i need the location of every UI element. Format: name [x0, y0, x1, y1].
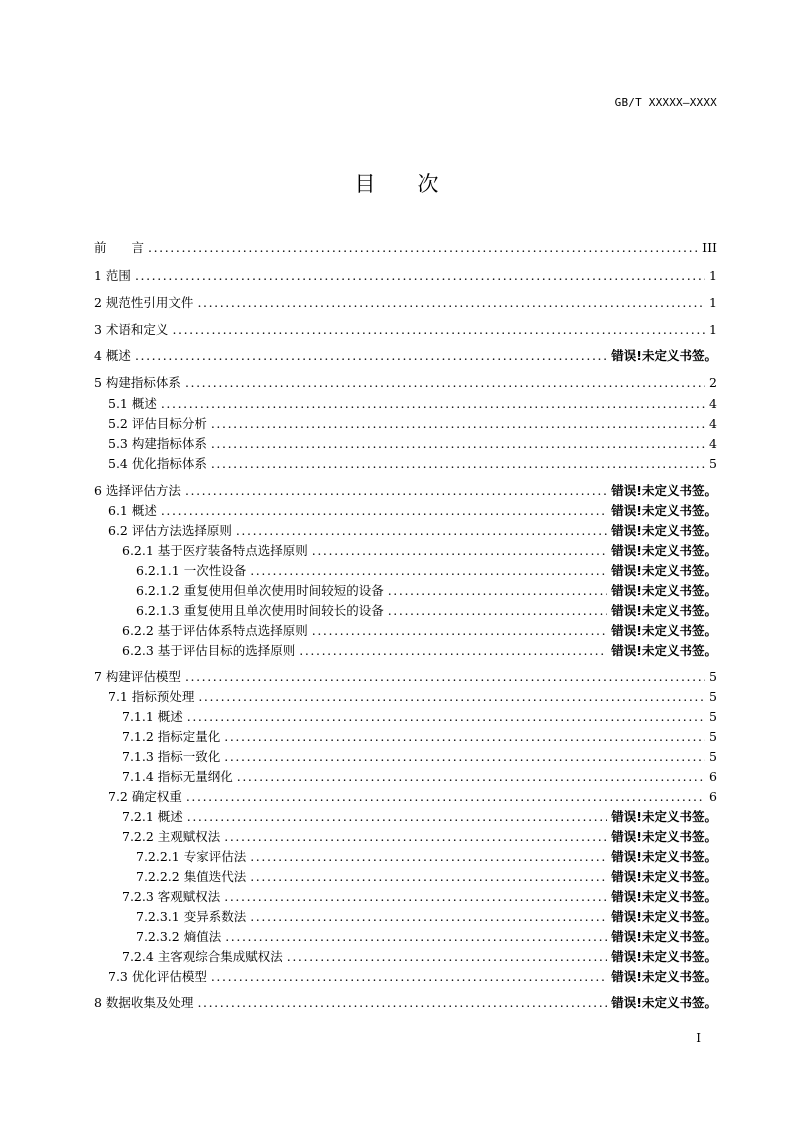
toc-dot-leader	[250, 867, 607, 887]
toc-dot-leader	[161, 501, 607, 521]
toc-entry[interactable]	[0, 787, 793, 807]
toc-dot-leader	[250, 561, 607, 581]
toc-entry-page: 5	[709, 749, 717, 764]
page-number: I	[696, 1031, 701, 1045]
toc-entry-label: 7.1.3 指标一致化	[122, 749, 221, 764]
toc-entry-page: 4	[709, 416, 717, 431]
toc-entry-bookmark-error: 错误!未定义书签。	[611, 889, 717, 904]
toc-entry-bookmark-error: 错误!未定义书签。	[611, 829, 717, 844]
toc-entry-page: 6	[709, 789, 717, 804]
toc-dot-leader	[185, 373, 705, 393]
toc-dot-leader	[148, 238, 698, 258]
toc-entry-label: 7.2.2.2 集值迭代法	[136, 869, 247, 884]
toc-entry-label: 5.3 构建指标体系	[108, 436, 207, 451]
toc-entry-page: 1	[709, 322, 717, 337]
toc-entry[interactable]	[0, 887, 793, 907]
toc-entry[interactable]	[0, 238, 793, 258]
toc-dot-leader	[388, 601, 608, 621]
toc-entry-label: 5.4 优化指标体系	[108, 456, 207, 471]
toc-dot-leader	[224, 827, 607, 847]
toc-entry[interactable]	[0, 807, 793, 827]
toc-entry-page: 5	[709, 456, 717, 471]
title-char-1: 目	[354, 172, 376, 196]
toc-entry-label: 1 范围	[94, 268, 131, 283]
toc-dot-leader	[312, 621, 608, 641]
toc-entry-bookmark-error: 错误!未定义书签。	[611, 929, 717, 944]
toc-entry-label: 4 概述	[94, 348, 131, 363]
toc-dot-leader	[211, 967, 607, 987]
page-title	[0, 168, 793, 198]
toc-dot-leader	[388, 581, 608, 601]
toc-dot-leader	[211, 454, 705, 474]
toc-entry[interactable]	[0, 414, 793, 434]
toc-entry[interactable]	[0, 266, 793, 286]
toc-entry-page: 1	[709, 295, 717, 310]
toc-entry[interactable]	[0, 521, 793, 541]
toc-entry-bookmark-error: 错误!未定义书签。	[611, 809, 717, 824]
toc-dot-leader	[211, 434, 705, 454]
toc-entry-bookmark-error: 错误!未定义书签。	[611, 643, 717, 658]
toc-entry-label: 7 构建评估模型	[94, 669, 181, 684]
toc-entry-label: 7.1.4 指标无量纲化	[122, 769, 233, 784]
toc-entry[interactable]	[0, 454, 793, 474]
toc-entry[interactable]	[0, 907, 793, 927]
toc-dot-leader	[250, 907, 607, 927]
toc-dot-leader	[225, 927, 607, 947]
toc-dot-leader	[186, 787, 705, 807]
toc-entry-label: 5.2 评估目标分析	[108, 416, 207, 431]
toc-entry-bookmark-error: 错误!未定义书签。	[611, 603, 717, 618]
toc-dot-leader	[287, 947, 608, 967]
toc-entry-label: 6.2.1.2 重复使用但单次使用时间较短的设备	[136, 583, 384, 598]
toc-dot-leader	[172, 320, 705, 340]
toc-entry-label: 7.1.1 概述	[122, 709, 183, 724]
toc-entry-bookmark-error: 错误!未定义书签。	[611, 995, 717, 1010]
toc-entry-label: 6.1 概述	[108, 503, 157, 518]
toc-dot-leader	[197, 993, 607, 1013]
toc-entry[interactable]	[0, 561, 793, 581]
toc-entry-label: 7.2.1 概述	[122, 809, 183, 824]
toc-entry-label: 7.2 确定权重	[108, 789, 182, 804]
toc-entry-bookmark-error: 错误!未定义书签。	[611, 523, 717, 538]
toc-entry-page: 6	[709, 769, 717, 784]
toc-entry[interactable]	[0, 641, 793, 661]
toc-dot-leader	[224, 887, 607, 907]
toc-dot-leader	[198, 687, 705, 707]
toc-entry-page: 1	[709, 268, 717, 283]
toc-dot-leader	[197, 293, 705, 313]
toc-entry-page: 5	[709, 729, 717, 744]
toc-entry-label: 6.2 评估方法选择原则	[108, 523, 232, 538]
toc-entry-bookmark-error: 错误!未定义书签。	[611, 623, 717, 638]
toc-entry-label: 3 术语和定义	[94, 322, 169, 337]
toc-entry-bookmark-error: 错误!未定义书签。	[611, 503, 717, 518]
toc-entry[interactable]	[0, 847, 793, 867]
toc-entry[interactable]	[0, 767, 793, 787]
toc-entry-label: 6.2.1.1 一次性设备	[136, 563, 247, 578]
toc-entry-bookmark-error: 错误!未定义书签。	[611, 563, 717, 578]
toc-dot-leader	[250, 847, 607, 867]
toc-entry-bookmark-error: 错误!未定义书签。	[611, 969, 717, 984]
toc-entry-bookmark-error: 错误!未定义书签。	[611, 949, 717, 964]
toc-dot-leader	[224, 747, 705, 767]
toc-entry-page: 2	[709, 375, 717, 390]
toc-entry-label: 7.2.3 客观赋权法	[122, 889, 221, 904]
toc-entry-bookmark-error: 错误!未定义书签。	[611, 483, 717, 498]
toc-entry-page: 5	[709, 669, 717, 684]
toc-entry-label: 7.1.2 指标定量化	[122, 729, 221, 744]
toc-entry[interactable]	[0, 541, 793, 561]
toc-dot-leader	[237, 767, 705, 787]
toc-entry[interactable]	[0, 394, 793, 414]
toc-dot-leader	[185, 481, 607, 501]
toc-entry[interactable]	[0, 667, 793, 687]
toc-entry-label: 7.2.2 主观赋权法	[122, 829, 221, 844]
toc-dot-leader	[187, 707, 705, 727]
toc-entry[interactable]	[0, 707, 793, 727]
toc-entry-label: 7.2.2.1 专家评估法	[136, 849, 247, 864]
toc-dot-leader	[185, 667, 705, 687]
toc-entry[interactable]	[0, 434, 793, 454]
toc-entry-label: 7.1 指标预处理	[108, 689, 195, 704]
toc-entry-label: 7.2.4 主客观综合集成赋权法	[122, 949, 283, 964]
toc-entry[interactable]	[0, 320, 793, 340]
toc-entry-label: 6.2.1.3 重复使用且单次使用时间较长的设备	[136, 603, 384, 618]
toc-entry[interactable]	[0, 993, 793, 1013]
toc-entry[interactable]	[0, 727, 793, 747]
toc-entry[interactable]	[0, 867, 793, 887]
toc-entry-label: 6.2.3 基于评估目标的选择原则	[122, 643, 296, 658]
toc-dot-leader	[224, 727, 705, 747]
toc-entry[interactable]	[0, 501, 793, 521]
toc-entry-label: 7.2.3.2 熵值法	[136, 929, 222, 944]
toc-entry[interactable]	[0, 827, 793, 847]
title-char-2: 次	[417, 172, 439, 196]
toc-entry-label: 7.2.3.1 变异系数法	[136, 909, 247, 924]
toc-dot-leader	[236, 521, 607, 541]
toc-entry[interactable]	[0, 621, 793, 641]
toc-entry[interactable]	[0, 747, 793, 767]
toc-entry-page: 5	[709, 709, 717, 724]
toc-dot-leader	[299, 641, 607, 661]
toc-entry[interactable]	[0, 293, 793, 313]
toc-entry-label: 5 构建指标体系	[94, 375, 181, 390]
toc-entry-bookmark-error: 错误!未定义书签。	[611, 348, 717, 363]
toc-entry-label: 6 选择评估方法	[94, 483, 181, 498]
toc-entry-bookmark-error: 错误!未定义书签。	[611, 909, 717, 924]
toc-entry-page: 4	[709, 436, 717, 451]
toc-dot-leader	[135, 266, 705, 286]
toc-entry-bookmark-error: 错误!未定义书签。	[611, 543, 717, 558]
toc-entry[interactable]	[0, 373, 793, 393]
toc-entry-bookmark-error: 错误!未定义书签。	[611, 849, 717, 864]
toc-entry-label: 6.2.1 基于医疗装备特点选择原则	[122, 543, 308, 558]
toc-entry[interactable]	[0, 601, 793, 621]
toc-entry-label: 8 数据收集及处理	[94, 995, 194, 1010]
toc-entry[interactable]	[0, 947, 793, 967]
toc-entry-label: 7.3 优化评估模型	[108, 969, 207, 984]
standard-code: GB/T XXXXX—XXXX	[614, 96, 717, 109]
toc-entry[interactable]	[0, 346, 793, 366]
toc-entry-label: 6.2.2 基于评估体系特点选择原则	[122, 623, 308, 638]
toc-dot-leader	[187, 807, 608, 827]
toc-entry-label: 前 言	[94, 240, 145, 255]
toc-entry[interactable]	[0, 581, 793, 601]
toc-entry-page: III	[702, 240, 717, 255]
toc-dot-leader	[135, 346, 607, 366]
toc-entry[interactable]	[0, 687, 793, 707]
toc-entry-bookmark-error: 错误!未定义书签。	[611, 583, 717, 598]
toc-dot-leader	[161, 394, 705, 414]
toc-entry-page: 4	[709, 396, 717, 411]
toc-entry-bookmark-error: 错误!未定义书签。	[611, 869, 717, 884]
toc-dot-leader	[211, 414, 705, 434]
toc-entry-page: 5	[709, 689, 717, 704]
toc-entry[interactable]	[0, 927, 793, 947]
toc-dot-leader	[312, 541, 608, 561]
toc-entry-label: 2 规范性引用文件	[94, 295, 194, 310]
toc-entry-label: 5.1 概述	[108, 396, 157, 411]
toc-entry[interactable]	[0, 967, 793, 987]
toc-entry[interactable]	[0, 481, 793, 501]
